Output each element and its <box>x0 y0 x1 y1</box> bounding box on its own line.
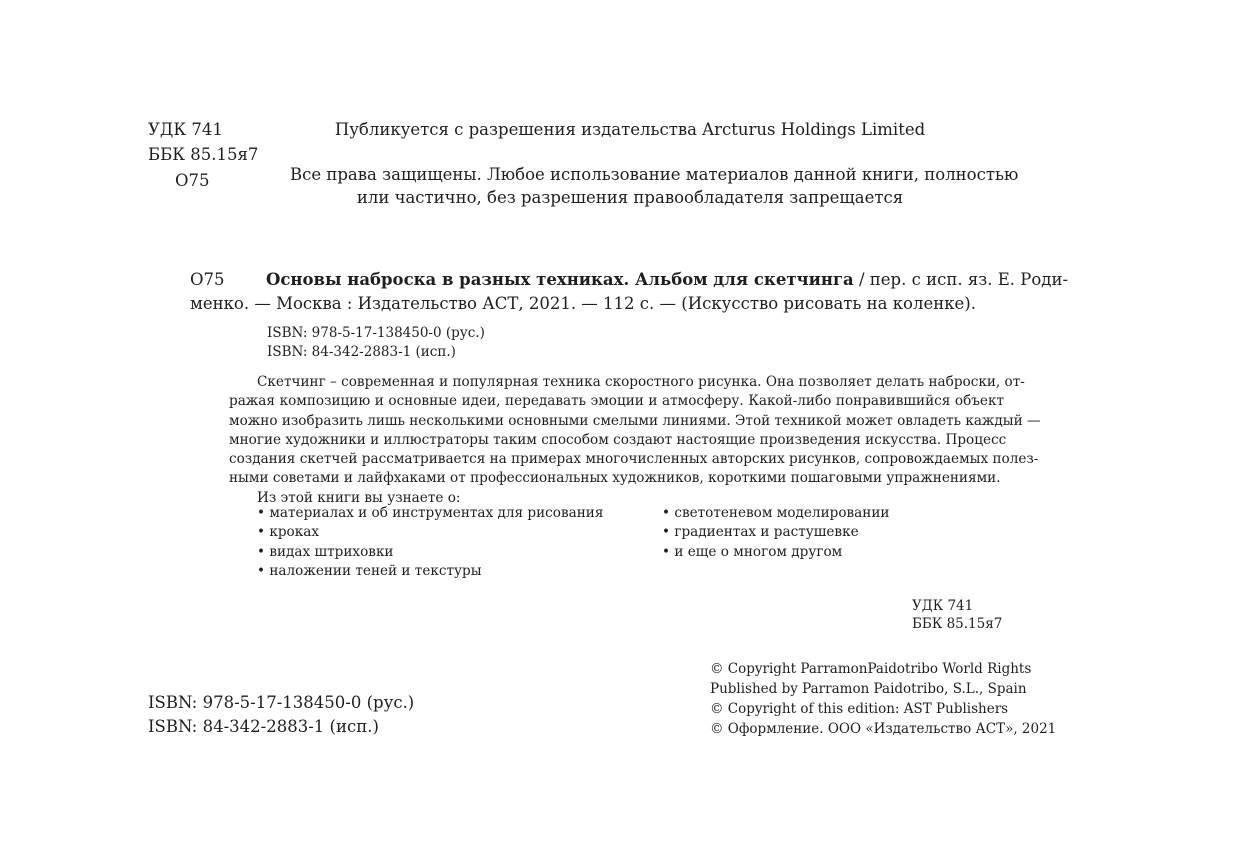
bibliographic-record <box>190 268 1069 316</box>
translator-info: / пер. с исп. яз. Е. Роди- <box>853 270 1069 289</box>
permission-notice: Публикуется с разрешения издательства Arcturus Holdings Limited <box>334 120 926 139</box>
rights-notice-line2: или частично, без разрешения правообладателя запрещается <box>356 188 904 207</box>
list-item: • материалах и об инструментах для рисования <box>257 505 604 521</box>
abstract-line: Скетчинг – современная и популярная техника скоростного рисунка. Она позволяет делать наброски, от- <box>257 374 1025 390</box>
bottom-isbn-ru: ISBN: 978-5-17-138450-0 (рус.) <box>148 693 415 712</box>
list-item: • градиентах и растушевке <box>662 524 859 541</box>
udk-code: УДК 741 <box>148 120 223 139</box>
book-title: Основы наброска в разных техниках. Альбом для скетчинга <box>266 270 854 289</box>
rights-notice-line1: Все права защищены. Любое использование материалов данной книги, полностью <box>290 165 1019 184</box>
list-item: • видах штриховки <box>257 543 394 560</box>
copyright-line-3: © Copyright of this edition: AST Publishers <box>710 701 1009 717</box>
topics-list-left <box>257 504 603 581</box>
abstract <box>229 373 1041 508</box>
copyright-line-1: © Copyright ParramonPaidotribo World Rights <box>710 661 1032 677</box>
list-item: • светотеневом моделировании <box>662 505 890 521</box>
list-item: • кроках <box>257 524 319 541</box>
bottom-bbk-code: ББК 85.15я7 <box>912 616 1003 632</box>
abstract-line: ными советами и лайфхаками от профессиональных художников, короткими пошаговыми упражнениями. <box>229 470 1001 487</box>
copyright-line-4: © Оформление. ООО «Издательство АСТ», 2021 <box>710 721 1057 737</box>
abstract-line: создания скетчей рассматривается на примерах многочисленных авторских рисунков, сопровождаемых полез- <box>229 451 1039 468</box>
bbk-code: ББК 85.15я7 <box>148 145 259 164</box>
bottom-isbn-es: ISBN: 84-342-2883-1 (исп.) <box>148 717 379 736</box>
author-mark: О75 <box>175 171 210 190</box>
annotation-isbn-ru: ISBN: 978-5-17-138450-0 (рус.) <box>267 325 485 341</box>
annotation-isbn-es: ISBN: 84-342-2883-1 (исп.) <box>267 344 456 360</box>
list-item: • и еще о многом другом <box>662 543 843 560</box>
list-item: • наложении теней и текстуры <box>257 562 482 579</box>
annotation-code: О75 <box>190 270 225 289</box>
abstract-line: многие художники и иллюстраторы таким способом создают настоящие произведения искусства. Процесс <box>229 431 1007 448</box>
bibliographic-line-1 <box>190 268 1069 292</box>
abstract-line: можно изобразить лишь несколькими основными смелыми линиями. Этой техникой может овладеть каждый — <box>229 412 1041 429</box>
bibliographic-line-2: менко. — Москва : Издательство АСТ, 2021. — 112 с. — (Искусство рисовать на коленке). <box>190 294 976 313</box>
abstract-intro: Из этой книги вы узнаете о: <box>257 489 461 506</box>
abstract-line: ражая композицию и основные идеи, передавать эмоции и атмосферу. Какой-либо понравившийся объект <box>229 393 1004 410</box>
topics-list-right <box>662 504 889 562</box>
bottom-udk-code: УДК 741 <box>912 598 974 614</box>
copyright-line-2: Published by Parramon Paidotribo, S.L., Spain <box>710 681 1027 697</box>
